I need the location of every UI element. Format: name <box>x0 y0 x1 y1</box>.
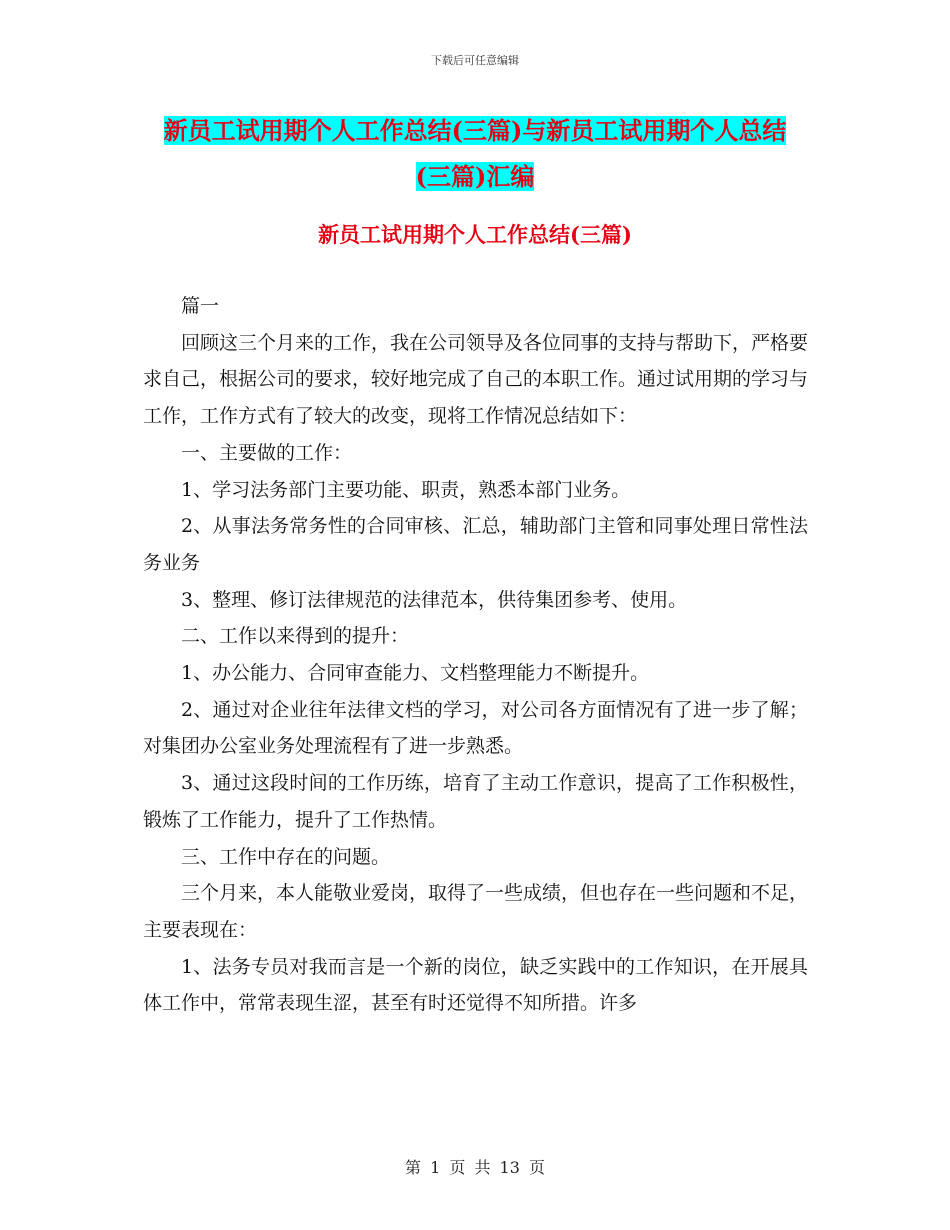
main-title <box>150 108 800 200</box>
paragraph: 回顾这三个月来的工作，我在公司领导及各位同事的支持与帮助下，严格要求自己，根据公司的要求，较好地完成了自己的本职工作。通过试用期的学习与工作，工作方式有了较大的改变，现将工作情况总结如下： <box>143 331 809 428</box>
paragraph: 2、通过对企业往年法律文档的学习，对公司各方面情况有了进一步了解；对集团办公室业务处理流程有了进一步熟悉。 <box>143 698 808 758</box>
paragraph: 二、工作以来得到的提升： <box>181 625 410 648</box>
section-title: 新员工试用期个人工作总结(三篇) <box>318 222 632 247</box>
paragraph: 篇一 <box>181 295 220 317</box>
paragraph: 3、通过这段时间的工作历练，培育了主动工作意识，提高了工作积极性，锻炼了工作能力，提升了工作热情。 <box>143 772 808 831</box>
main-title-text: 新员工试用期个人工作总结(三篇)与新员工试用期个人总结(三篇)汇编 <box>163 116 787 191</box>
paragraph: 2、从事法务常务性的合同审核、汇总，辅助部门主管和同事处理日常性法务业务 <box>143 515 808 574</box>
paragraph: 1、学习法务部门主要功能、职责，熟悉本部门业务。 <box>181 478 631 501</box>
paragraph: 1、办公能力、合同审查能力、文档整理能力不断提升。 <box>181 662 650 685</box>
header-note: 下载后可任意编辑 <box>431 54 519 67</box>
paragraph: 1、法务专员对我而言是一个新的岗位，缺乏实践中的工作知识，在开展具体工作中，常常表现生涩，甚至有时还觉得不知所措。许多 <box>143 955 808 1015</box>
body-text <box>143 288 808 1022</box>
paragraph: 三个月来，本人能敬业爱岗，取得了一些成绩，但也存在一些问题和不足，主要表现在： <box>143 882 809 941</box>
paragraph: 3、整理、修订法律规范的法律范本，供待集团参考、使用。 <box>181 588 688 611</box>
paragraph: 一、主要做的工作： <box>181 441 353 464</box>
page-footer: 第 1 页 共 13 页 <box>405 1158 545 1177</box>
paragraph: 三、工作中存在的问题。 <box>181 845 391 868</box>
